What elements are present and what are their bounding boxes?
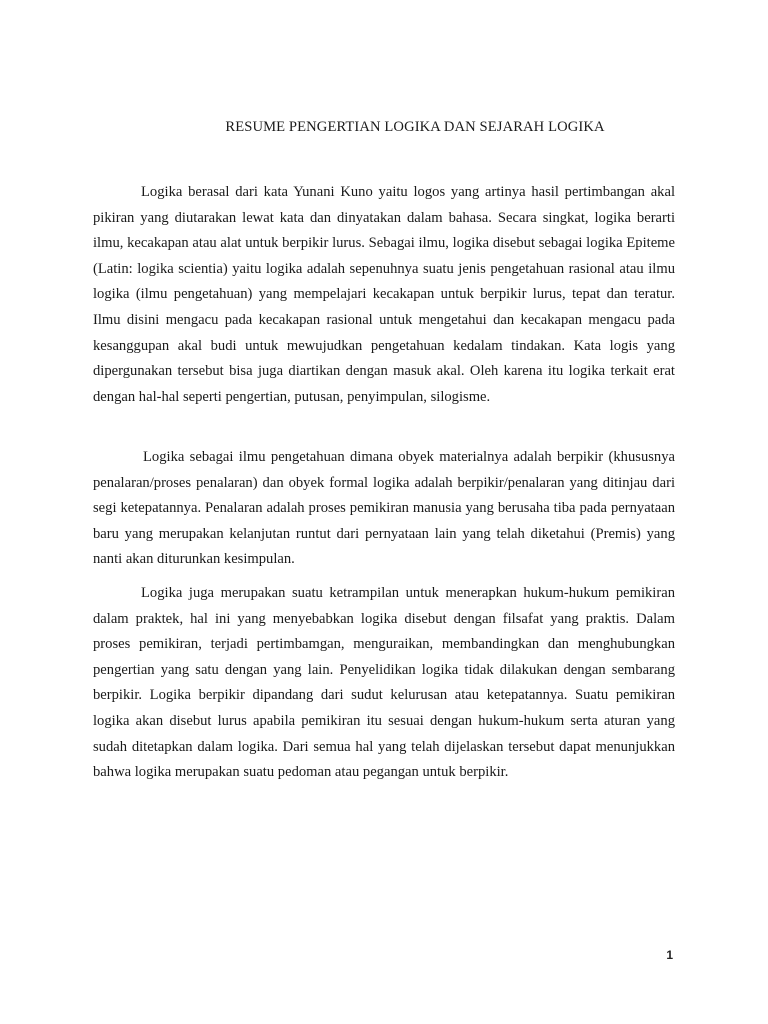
- page-number: 1: [666, 948, 673, 962]
- paragraph-2: Logika sebagai ilmu pengetahuan dimana obyek materialnya adalah berpikir (khususnya penalaran/proses penalaran) dan obyek formal logika adalah berpikir/penalaran yang ditinjau dari segi ketepatannya. Penalaran adalah proses pemikiran manusia yang berusaha tiba pada pernyataan baru yang merupakan kelanjutan runtut dari pernyataan lain yang telah diketahui (Premis) yang nanti akan diturunkan kesimpulan.: [93, 449, 675, 568]
- paragraph-1: Logika berasal dari kata Yunani Kuno yaitu logos yang artinya hasil pertimbangan akal pikiran yang diutarakan lewat kata dan dinyatakan dalam bahasa. Secara singkat, logika berarti ilmu, kecakapan atau alat untuk berpikir lurus. Sebagai ilmu, logika disebut sebagai logika Epiteme (Latin: logika scientia) yaitu logika adalah sepenuhnya suatu jenis pengetahuan rasional atau ilmu logika (ilmu pengetahuan) yang mempelajari kecakapan untuk berpikir lurus, tepat dan teratur. Ilmu disini mengacu pada kecakapan rasional untuk mengetahui dan kecakapan mengacu pada kesanggupan akal budi untuk mewujudkan pengetahuan kedalam tindakan. Kata logis yang dipergunakan tersebut bisa juga diartikan dengan masuk akal. Oleh karena itu logika terkait erat dengan hal-hal seperti pengertian, putusan, penyimpulan, silogisme.: [93, 184, 675, 405]
- document-title: RESUME PENGERTIAN LOGIKA DAN SEJARAH LOGIKA: [225, 119, 605, 135]
- paragraph-3: Logika juga merupakan suatu ketrampilan untuk menerapkan hukum-hukum pemikiran dalam praktek, hal ini yang menyebabkan logika disebut dengan filsafat yang praktis. Dalam proses pemikiran, terjadi pertimbamgan, menguraikan, membandingkan dan menghubungkan pengertian yang satu dengan yang lain. Penyelidikan logika tidak dilakukan dengan sembarang berpikir. Logika berpikir dipandang dari sudut kelurusan atau ketepatannya. Suatu pemikiran logika akan disebut lurus apabila pemikiran itu sesuai dengan hukum-hukum serta aturan yang sudah ditetapkan dalam logika. Dari semua hal yang telah dijelaskan tersebut dapat menunjukkan bahwa logika merupakan suatu pedoman atau pegangan untuk berpikir.: [93, 585, 675, 781]
